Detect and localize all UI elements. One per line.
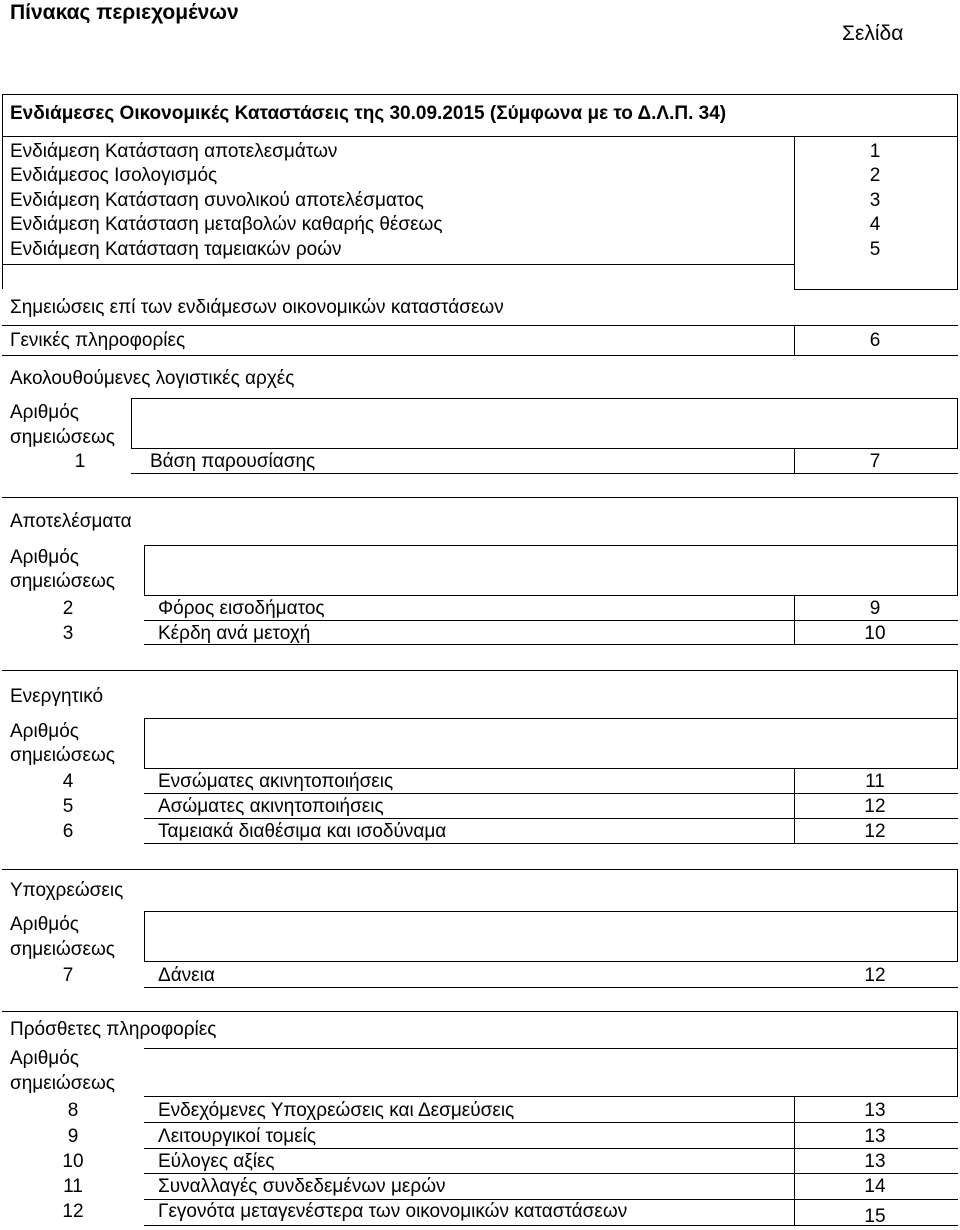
- note-number-label: Αριθμός: [10, 547, 79, 568]
- note-number-label: σημειώσεως: [10, 427, 115, 448]
- section-title: Πρόσθετες πληροφορίες: [10, 1019, 217, 1040]
- note-number: 7: [62, 965, 74, 986]
- note-number: 10: [62, 1151, 84, 1172]
- note-item[interactable]: Δάνεια: [158, 965, 215, 986]
- statement-item[interactable]: Ενδιάμεση Κατάσταση ταμειακών ροών: [10, 239, 342, 260]
- statement-item[interactable]: Ενδιάμεση Κατάσταση μεταβολών καθαρής θέσεως: [10, 214, 443, 235]
- section-title: Υποχρεώσεις: [10, 880, 124, 901]
- note-item[interactable]: Λειτουργικοί τομείς: [158, 1126, 317, 1147]
- note-page: 7: [869, 451, 881, 472]
- note-number-label: σημειώσεως: [10, 745, 115, 766]
- section-title: Ενεργητικό: [10, 686, 104, 707]
- note-number: 3: [62, 623, 74, 644]
- note-item[interactable]: Ενδεχόμενες Υποχρεώσεις και Δεσμεύσεις: [158, 1100, 515, 1121]
- note-number-label: Αριθμός: [10, 1048, 79, 1069]
- note-item[interactable]: Ασώματες ακινητοποιήσεις: [158, 796, 384, 817]
- note-item[interactable]: Βάση παρουσίασης: [150, 451, 316, 472]
- general-info-item[interactable]: Γενικές πληροφορίες: [10, 330, 186, 351]
- note-number-label: Αριθμός: [10, 402, 79, 423]
- note-page: 15: [864, 1206, 886, 1227]
- note-item[interactable]: Εύλογες αξίες: [158, 1151, 275, 1172]
- note-page: 12: [864, 796, 886, 817]
- note-item[interactable]: Συναλλαγές συνδεδεμένων μερών: [158, 1176, 446, 1197]
- note-item[interactable]: Φόρος εισοδήματος: [158, 598, 325, 619]
- statement-page: 5: [869, 239, 881, 260]
- statement-page: 3: [869, 190, 881, 211]
- note-number: 5: [62, 796, 74, 817]
- statement-item[interactable]: Ενδιάμεση Κατάσταση αποτελεσμάτων: [10, 141, 338, 162]
- note-item[interactable]: Ταμειακά διαθέσιμα και ισοδύναμα: [158, 821, 447, 842]
- statement-item[interactable]: Ενδιάμεση Κατάσταση συνολικού αποτελέσματος: [10, 190, 424, 211]
- statements-heading: Ενδιάμεσες Οικονομικές Καταστάσεις της 30.09.2015 (Σύμφωνα με το Δ.Λ.Π. 34): [10, 103, 727, 124]
- note-page: 9: [869, 598, 881, 619]
- note-number: 2: [62, 598, 74, 619]
- note-number: 4: [62, 771, 74, 792]
- note-page: 13: [864, 1126, 886, 1147]
- note-number: 9: [67, 1126, 79, 1147]
- note-page: 10: [864, 623, 886, 644]
- note-item[interactable]: Ενσώματες ακινητοποιήσεις: [158, 771, 394, 792]
- note-page: 14: [864, 1176, 886, 1197]
- note-item[interactable]: Γεγονότα μεταγενέστερα των οικονομικών καταστάσεων: [158, 1201, 628, 1222]
- note-page: 11: [865, 771, 885, 792]
- general-info-page: 6: [869, 330, 881, 351]
- note-page: 12: [864, 965, 886, 986]
- note-number-label: σημειώσεως: [10, 571, 115, 592]
- note-page: 13: [864, 1151, 886, 1172]
- statement-page: 2: [869, 165, 881, 186]
- note-item[interactable]: Κέρδη ανά μετοχή: [158, 623, 311, 644]
- note-number-label: Αριθμός: [10, 721, 79, 742]
- section-title: Ακολουθούμενες λογιστικές αρχές: [10, 368, 295, 389]
- note-number-label: σημειώσεως: [10, 1073, 115, 1094]
- note-page: 13: [864, 1100, 886, 1121]
- statement-page: 4: [869, 214, 881, 235]
- note-number: 12: [62, 1201, 84, 1222]
- note-number: 11: [63, 1176, 83, 1197]
- note-number: 8: [67, 1100, 79, 1121]
- note-number: 6: [62, 821, 74, 842]
- notes-heading: Σημειώσεις επί των ενδιάμεσων οικονομικών καταστάσεων: [10, 297, 504, 318]
- note-number-label: σημειώσεως: [10, 939, 115, 960]
- note-page: 12: [864, 821, 886, 842]
- toc-title: Πίνακας περιεχομένων: [10, 1, 239, 24]
- note-number-label: Αριθμός: [10, 914, 79, 935]
- statement-page: 1: [869, 141, 881, 162]
- section-title: Αποτελέσματα: [10, 511, 132, 532]
- note-number: 1: [74, 451, 86, 472]
- page-column-header: Σελίδα: [842, 22, 904, 45]
- statement-item[interactable]: Ενδιάμεσος Ισολογισμός: [10, 165, 218, 186]
